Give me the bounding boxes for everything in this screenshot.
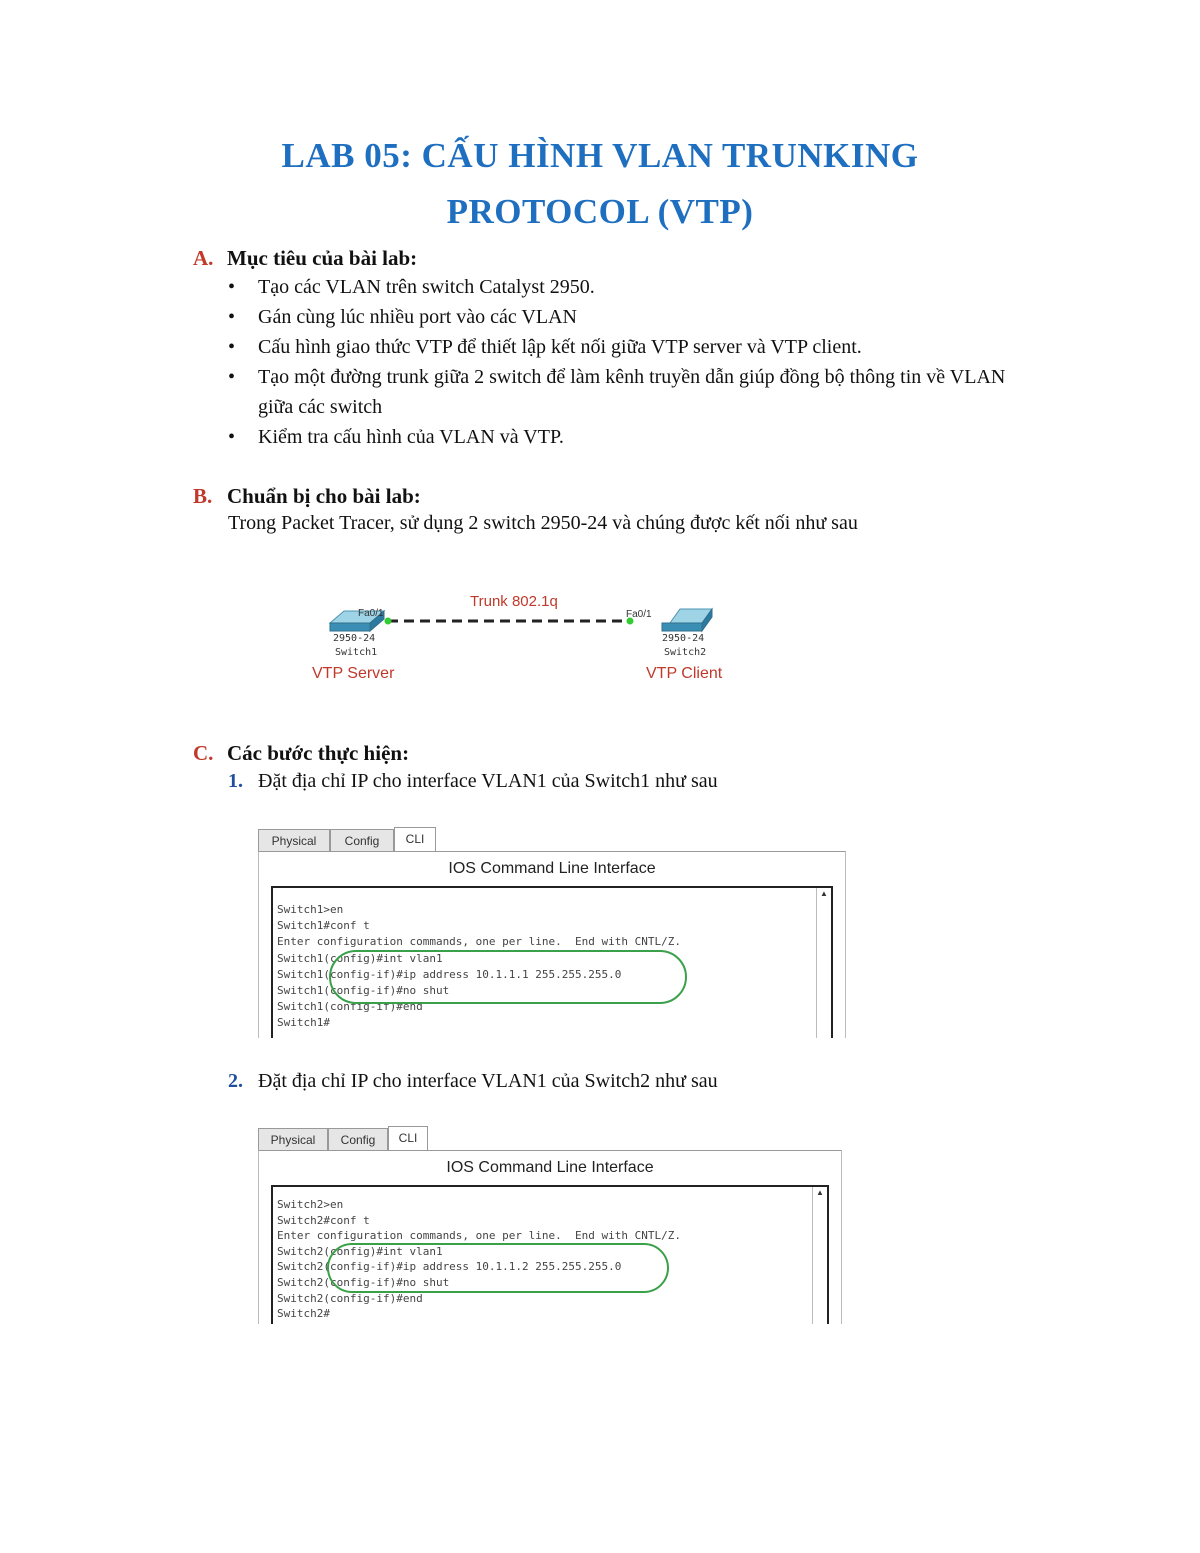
scroll-up-icon[interactable]: ▲ — [820, 889, 828, 898]
tab-config[interactable]: Config — [328, 1128, 388, 1151]
step-1-number: 1. — [228, 770, 243, 792]
terminal-output[interactable] — [271, 886, 833, 1038]
highlight-oval — [327, 1243, 669, 1293]
terminal-scrollbar[interactable] — [816, 888, 831, 1038]
cli-panel — [258, 851, 846, 1038]
terminal-line: Switch1# — [277, 1016, 330, 1030]
section-b-text: Trong Packet Tracer, sử dụng 2 switch 2950-24 và chúng được kết nối như sau — [228, 512, 858, 534]
step-2 — [228, 1070, 718, 1093]
terminal-line: Switch2#conf t — [277, 1213, 370, 1227]
switch2-model: 2950-24 — [662, 633, 705, 644]
switch2-role: VTP Client — [646, 665, 723, 682]
switch1-role: VTP Server — [312, 665, 395, 682]
list-item — [228, 302, 1018, 332]
section-a-title: Mục tiêu của bài lab: — [227, 246, 418, 270]
title-line-2: PROTOCOL (VTP) — [446, 192, 754, 231]
switch1-model: 2950-24 — [333, 633, 376, 644]
terminal-line: Switch1>en — [277, 903, 344, 916]
bullet-icon: • — [228, 366, 236, 388]
terminal-output[interactable] — [271, 1185, 829, 1324]
step-2-text: Đặt địa chỉ IP cho interface VLAN1 của Switch2 như sau — [258, 1070, 718, 1092]
tab-cli[interactable]: CLI — [388, 1126, 428, 1151]
terminal-line: Switch2# — [277, 1307, 330, 1321]
tab-physical[interactable]: Physical — [258, 1128, 328, 1151]
terminal-line: Switch2(config)#int vlan1 — [277, 1244, 443, 1258]
terminal-line: Enter configuration commands, one per line. End with CNTL/Z. — [277, 935, 681, 949]
section-c-heading — [193, 741, 409, 766]
cli-title: IOS Command Line Interface — [448, 860, 656, 877]
section-c-title: Các bước thực hiện: — [227, 741, 410, 765]
terminal-line: Switch1#conf t — [277, 919, 370, 933]
step-1 — [228, 770, 718, 793]
bullet-icon: • — [228, 336, 236, 358]
tab-physical[interactable]: Physical — [258, 829, 330, 852]
section-a-heading — [193, 246, 417, 271]
objectives-list — [228, 272, 1018, 452]
bullet-icon: • — [228, 426, 236, 448]
title-line-1: LAB 05: CẤU HÌNH VLAN TRUNKING — [281, 136, 919, 175]
tab-config[interactable]: Config — [330, 829, 394, 852]
terminal-line: Switch1(config)#int vlan1 — [277, 951, 443, 965]
terminal-scrollbar[interactable] — [812, 1187, 827, 1324]
switch1-name: Switch1 — [335, 647, 378, 658]
bullet-icon: • — [228, 306, 236, 328]
highlight-oval — [329, 950, 687, 1004]
objective-text: Tạo một đường trunk giữa 2 switch để làm kênh truyền dẫn giúp đồng bộ thông tin về VLAN giữa các switch — [258, 366, 1006, 418]
switch1-port: Fa0/1 — [358, 608, 384, 619]
cli-title: IOS Command Line Interface — [446, 1159, 654, 1176]
objective-text: Kiểm tra cấu hình của VLAN và VTP. — [258, 426, 564, 448]
topology-diagram — [300, 585, 760, 695]
switch2-port: Fa0/1 — [626, 609, 652, 620]
cli-panel — [258, 1150, 842, 1324]
list-item — [228, 332, 1018, 362]
objective-text: Tạo các VLAN trên switch Catalyst 2950. — [258, 276, 595, 298]
list-item — [228, 362, 1018, 422]
scroll-up-icon[interactable]: ▲ — [816, 1188, 824, 1197]
list-item — [228, 422, 1018, 452]
list-item — [228, 272, 1018, 302]
section-b-title: Chuẩn bị cho bài lab: — [227, 484, 421, 508]
section-b-heading — [193, 484, 421, 509]
terminal-line: Switch1(config-if)#ip address 10.1.1.1 255.255.255.0 — [277, 967, 622, 981]
section-a-letter: A. — [193, 246, 214, 270]
terminal-line: Enter configuration commands, one per line. End with CNTL/Z. — [277, 1229, 681, 1243]
cli-window-2 — [258, 1126, 842, 1323]
terminal-line: Switch1(config-if)#end — [277, 1000, 423, 1014]
switch2-name: Switch2 — [664, 647, 707, 658]
terminal-line: Switch2(config-if)#ip address 10.1.1.2 255.255.255.0 — [277, 1260, 622, 1274]
section-c-letter: C. — [193, 741, 214, 765]
terminal-line: Switch2(config-if)#end — [277, 1291, 423, 1305]
cli-window-1 — [258, 827, 846, 1037]
step-2-number: 2. — [228, 1070, 243, 1092]
trunk-label: Trunk 802.1q — [470, 593, 558, 610]
page-title — [0, 128, 1200, 240]
step-1-text: Đặt địa chỉ IP cho interface VLAN1 của Switch1 như sau — [258, 770, 718, 792]
section-b-letter: B. — [193, 484, 213, 508]
tab-bar — [258, 827, 846, 851]
tab-cli[interactable]: CLI — [394, 827, 436, 852]
objective-text: Gán cùng lúc nhiều port vào các VLAN — [258, 306, 577, 328]
objective-text: Cấu hình giao thức VTP để thiết lập kết nối giữa VTP server và VTP client. — [258, 336, 862, 358]
terminal-line: Switch2>en — [277, 1198, 344, 1211]
bullet-icon: • — [228, 276, 236, 298]
tab-bar — [258, 1126, 842, 1150]
terminal-line: Switch1(config-if)#no shut — [277, 984, 450, 998]
link-status-left — [385, 618, 392, 625]
switch2-icon — [662, 609, 712, 631]
terminal-line: Switch2(config-if)#no shut — [277, 1275, 450, 1289]
